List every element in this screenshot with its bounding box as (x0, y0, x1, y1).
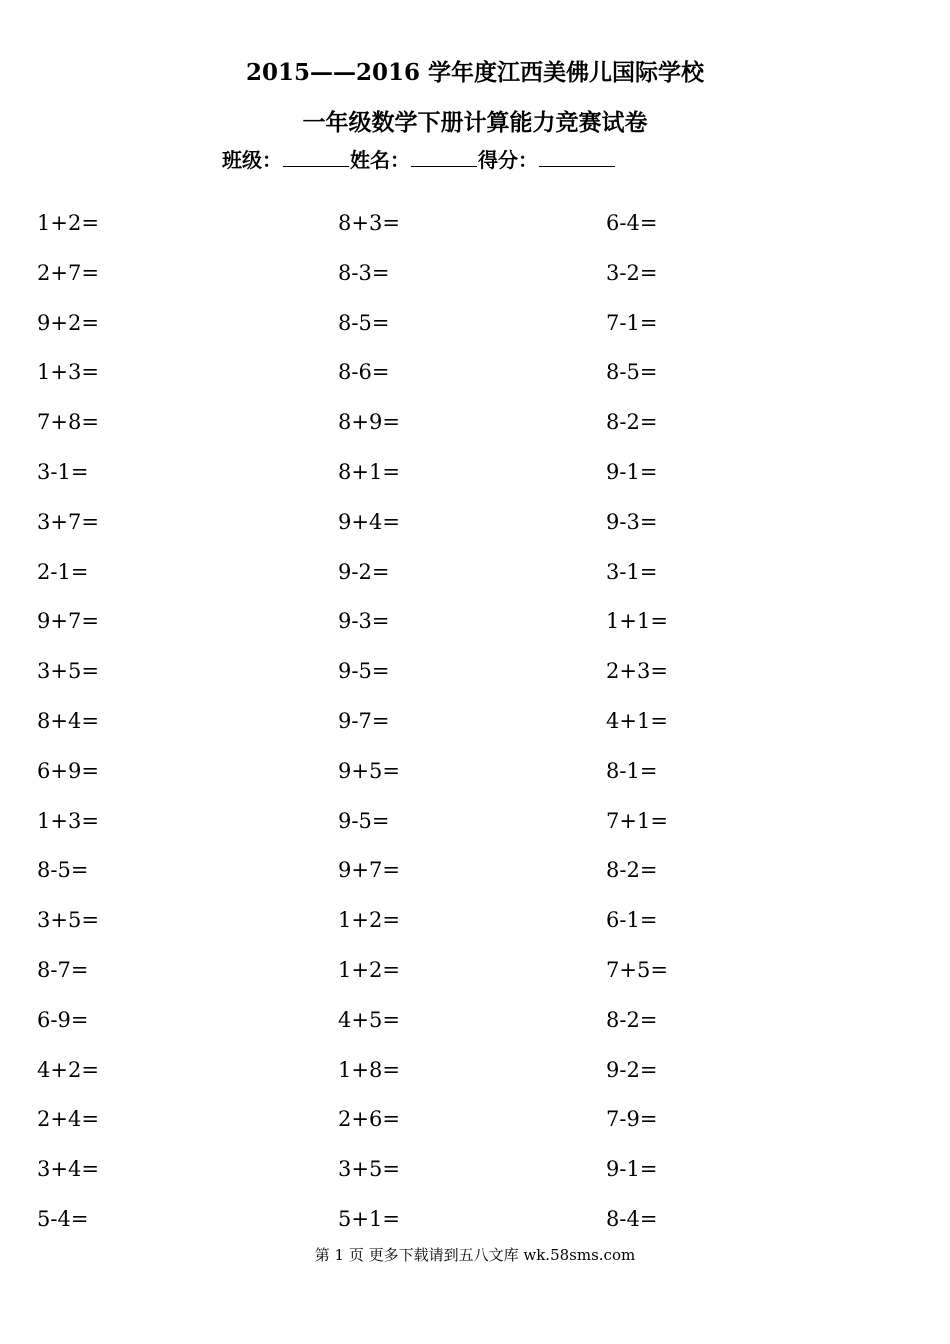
math-problem: 9-2= (606, 1057, 658, 1082)
math-problem: 8-1= (606, 758, 658, 783)
math-problem: 3-1= (37, 459, 89, 484)
math-problem: 9-5= (338, 659, 390, 684)
problem-row (0, 603, 950, 653)
math-problem: 2+3= (606, 659, 668, 684)
class-blank[interactable] (283, 146, 349, 167)
math-problem: 8-4= (606, 1206, 658, 1231)
name-label: 姓名： (350, 148, 410, 172)
problem-row (0, 703, 950, 753)
exam-title-line1: 2015——2016 学年度江西美佛儿国际学校 (245, 59, 705, 86)
math-problem: 3-2= (606, 260, 658, 285)
problem-row (0, 952, 950, 1002)
math-problem: 6-1= (606, 908, 658, 933)
class-label: 班级： (222, 148, 282, 172)
math-problem: 9-3= (606, 509, 658, 534)
math-problem: 8+3= (338, 211, 400, 235)
math-problem: 7-9= (606, 1107, 658, 1132)
math-problem: 3-1= (606, 559, 658, 584)
student-info-line (222, 146, 616, 174)
math-problem: 4+1= (606, 708, 668, 733)
math-problem: 9-3= (338, 609, 390, 634)
math-problem: 3+5= (37, 908, 99, 933)
problem-row (0, 454, 950, 504)
math-problem: 6-4= (606, 211, 658, 235)
exam-title-line2: 一年级数学下册计算能力竞赛试卷 (302, 109, 648, 136)
math-problem: 9+4= (338, 509, 400, 534)
problem-row (0, 753, 950, 803)
problem-row (0, 1151, 950, 1201)
math-problem: 3+7= (37, 509, 99, 534)
math-problem: 8+9= (338, 410, 400, 435)
math-problem: 4+5= (338, 1007, 400, 1032)
math-problem: 1+3= (37, 360, 99, 385)
math-problem: 8-2= (606, 858, 658, 883)
math-problem: 5+1= (338, 1206, 400, 1231)
math-problem: 2+4= (37, 1107, 99, 1132)
math-problem: 9-5= (338, 808, 390, 833)
problem-row (0, 504, 950, 554)
math-problem: 4+2= (37, 1057, 99, 1082)
math-problem: 8-2= (606, 410, 658, 435)
math-problem: 8+4= (37, 708, 99, 733)
math-problem: 7+5= (606, 957, 668, 982)
problem-row (0, 902, 950, 952)
math-problem: 8-5= (606, 360, 658, 385)
math-problem: 2-1= (37, 559, 89, 584)
math-problem: 2+7= (37, 260, 99, 285)
page-footer: 第 1 页 更多下载请到五八文库 wk.58sms.com (314, 1246, 636, 1264)
math-problem: 7-1= (606, 310, 658, 335)
problem-row (0, 354, 950, 404)
math-problem: 1+2= (338, 957, 400, 982)
problem-row (0, 1002, 950, 1052)
math-problem: 1+2= (37, 211, 99, 235)
math-problem: 9-1= (606, 459, 658, 484)
score-label: 得分： (478, 148, 538, 172)
score-blank[interactable] (539, 146, 615, 167)
problem-row (0, 255, 950, 305)
math-problem: 8-3= (338, 260, 390, 285)
math-problem: 3+5= (37, 659, 99, 684)
problem-row (0, 653, 950, 703)
math-problem: 9+5= (338, 758, 400, 783)
math-problem: 1+1= (606, 609, 668, 634)
problem-row (0, 205, 950, 255)
math-problem: 8-5= (338, 310, 390, 335)
math-problem: 9+7= (338, 858, 400, 883)
math-problem: 6+9= (37, 758, 99, 783)
math-problem: 8-5= (37, 858, 89, 883)
problem-row (0, 554, 950, 604)
math-problem: 1+3= (37, 808, 99, 833)
math-problem: 8-7= (37, 957, 89, 982)
math-problem: 3+5= (338, 1157, 400, 1182)
math-problem: 5-4= (37, 1206, 89, 1231)
problem-row (0, 1101, 950, 1151)
math-problem: 6-9= (37, 1007, 89, 1032)
math-problem: 8-6= (338, 360, 390, 385)
problem-grid (0, 205, 950, 1251)
math-problem: 2+6= (338, 1107, 400, 1132)
math-problem: 9-2= (338, 559, 390, 584)
math-problem: 3+4= (37, 1157, 99, 1182)
problem-row (0, 404, 950, 454)
math-problem: 8+1= (338, 459, 400, 484)
math-problem: 7+1= (606, 808, 668, 833)
name-blank[interactable] (411, 146, 477, 167)
math-problem: 9-1= (606, 1157, 658, 1182)
math-problem: 1+2= (338, 908, 400, 933)
math-problem: 9+7= (37, 609, 99, 634)
problem-row (0, 852, 950, 902)
math-problem: 8-2= (606, 1007, 658, 1032)
math-problem: 7+8= (37, 410, 99, 435)
problem-row (0, 305, 950, 355)
problem-row (0, 1052, 950, 1102)
math-problem: 9-7= (338, 708, 390, 733)
problem-row (0, 803, 950, 853)
math-problem: 1+8= (338, 1057, 400, 1082)
math-problem: 9+2= (37, 310, 99, 335)
